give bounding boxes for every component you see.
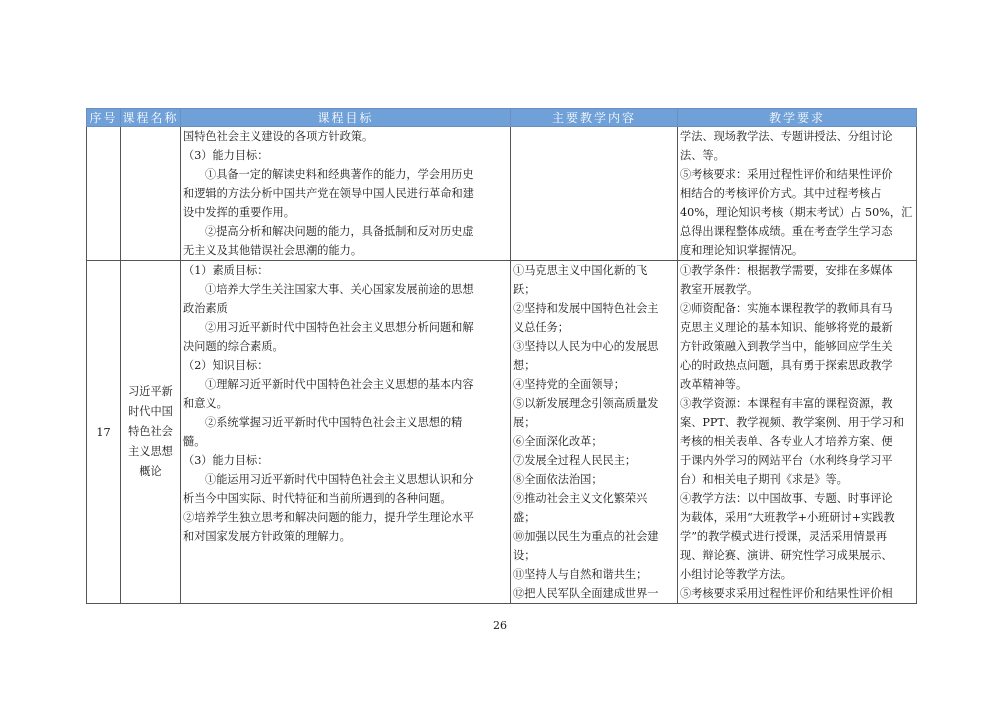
- req-line: 教室开展教学。: [680, 283, 759, 296]
- req-line: 度和理论知识掌握情况。: [680, 244, 804, 257]
- course-name-line: 概论: [139, 465, 162, 478]
- goal-line: 设中发挥的重要作用。: [183, 206, 295, 219]
- req-line: 改革精神等。: [680, 378, 748, 391]
- content-line: 想；: [513, 359, 536, 372]
- goal-line: 政治素质: [183, 302, 228, 315]
- content-line: ⑪坚持人与自然和谐共生；: [513, 568, 648, 581]
- content-line: ⑥全面深化改革；: [513, 435, 603, 448]
- course-name-line: 主义思想: [128, 445, 173, 458]
- goal-line: ②系统掌握习近平新时代中国特色社会主义思想的精: [205, 416, 463, 429]
- goal-line: ②用习近平新时代中国特色社会主义思想分析问题和解: [205, 321, 474, 334]
- content-line: ②坚持和发展中国特色社会主: [513, 302, 659, 315]
- goal-line: ②培养学生独立思考和解决问题的能力，提升学生理论水平: [183, 511, 474, 524]
- goal-line: 决问题的综合素质。: [183, 340, 284, 353]
- header-course-goal: 课程目标: [181, 109, 511, 127]
- course-name-cell: [121, 127, 181, 261]
- goal-line: （3）能力目标：: [183, 149, 269, 162]
- req-line: 为载体，采用“大班教学+小班研讨+实践教: [680, 511, 895, 524]
- goal-line: （1）素质目标：: [183, 264, 269, 277]
- req-line: 学法、现场教学法、专题讲授法、分组讨论: [680, 130, 893, 143]
- goal-line: ②提高分析和解决问题的能力，具备抵制和反对历史虚: [205, 225, 474, 238]
- header-main-content: 主要教学内容: [511, 109, 678, 127]
- goal-line: ①理解习近平新时代中国特色社会主义思想的基本内容: [205, 378, 474, 391]
- content-cell: [511, 127, 678, 261]
- header-teaching-requirements: 教学要求: [678, 109, 917, 127]
- content-line: ⑩加强以民生为重点的社会建: [513, 530, 659, 543]
- req-line: ⑤考核要求采用过程性评价和结果性评价相: [680, 587, 893, 600]
- header-row: [87, 109, 917, 127]
- goal-line: 和对国家发展方针政策的理解力。: [183, 530, 351, 543]
- req-line: 台）和相关电子期刊《求是》等。: [680, 473, 848, 486]
- content-line: ①马克思主义中国化新的飞: [513, 264, 648, 277]
- goal-cell: [181, 261, 511, 604]
- header-seq: 序号: [87, 109, 121, 127]
- content-line: ④坚持党的全面领导；: [513, 378, 625, 391]
- content-line: 展；: [513, 416, 536, 429]
- goal-line: 无主义及其他错误社会思潮的能力。: [183, 244, 363, 257]
- req-line: 于课内外学习的网站平台（水利终身学习平: [680, 454, 893, 467]
- req-line: 心的时政热点问题，具有勇于探索思政教学: [680, 359, 893, 372]
- req-line: 40%，理论知识考核（期末考试）占 50%，汇: [680, 206, 913, 219]
- content-line: ⑤以新发展理念引领高质量发: [513, 397, 659, 410]
- content-line: ⑧全面依法治国；: [513, 473, 603, 486]
- req-line: 小组讨论等教学方法。: [680, 568, 792, 581]
- req-line: 法、等。: [680, 149, 725, 162]
- content-line: ⑦发展全过程人民民主；: [513, 454, 637, 467]
- req-line: ①教学条件：根据教学需要，安排在多媒体: [680, 264, 893, 277]
- goal-cell: [181, 127, 511, 261]
- content-line: ⑫把人民军队全面建成世界一: [513, 587, 659, 600]
- req-line: 现、辩论赛、演讲、研究性学习成果展示、: [680, 549, 893, 562]
- req-line: 相结合的考核评价方式。其中过程考核占: [680, 187, 882, 200]
- header-course-name: 课程名称: [121, 109, 181, 127]
- page-number: 26: [493, 619, 507, 632]
- req-line: 考核的相关表单、各专业人才培养方案、便: [680, 435, 893, 448]
- course-name-cell: [121, 261, 181, 604]
- goal-line: 和意义。: [183, 397, 228, 410]
- course-name-line: 特色社会: [128, 425, 173, 438]
- req-line: 案、PPT、教学视频、教学案例、用于学习和: [680, 416, 904, 429]
- content-line: ⑨推动社会主义文化繁荣兴: [513, 492, 648, 505]
- content-line: ③坚持以人民为中心的发展思: [513, 340, 659, 353]
- course-name-line: 习近平新: [128, 385, 173, 398]
- req-line: ②师资配备：实施本课程教学的教师具有马: [680, 302, 893, 315]
- goal-line: 国特色社会主义建设的各项方针政策。: [183, 130, 374, 143]
- goal-line: （2）知识目标：: [183, 359, 269, 372]
- req-line: ③教学资源：本课程有丰富的课程资源，教: [680, 397, 893, 410]
- requirements-cell: [678, 127, 917, 261]
- course-name-line: 时代中国: [128, 405, 173, 418]
- req-line: ⑤考核要求：采用过程性评价和结果性评价: [680, 168, 893, 181]
- requirements-cell: [678, 261, 917, 604]
- req-line: 克思主义理论的基本知识、能够将党的最新: [680, 321, 893, 334]
- table-row: [87, 127, 917, 261]
- goal-line: （3）能力目标：: [183, 454, 269, 467]
- content-line: 设；: [513, 549, 536, 562]
- table-row: [87, 261, 917, 604]
- goal-line: ①能运用习近平新时代中国特色社会主义思想认识和分: [205, 473, 474, 486]
- goal-line: 和逻辑的方法分析中国共产党在领导中国人民进行革命和建: [183, 187, 474, 200]
- content-line: 义总任务；: [513, 321, 569, 334]
- goal-line: 髓。: [183, 435, 206, 448]
- seq-cell: [87, 127, 121, 261]
- course-table: [86, 108, 917, 604]
- goal-line: ①具备一定的解读史料和经典著作的能力，学会用历史: [205, 168, 474, 181]
- goal-line: ①培养大学生关注国家大事、关心国家发展前途的思想: [205, 283, 474, 296]
- req-line: 学”的教学模式进行授课，灵活采用情景再: [680, 530, 888, 543]
- req-line: 总得出课程整体成绩。重在考查学生学习态: [680, 225, 893, 238]
- req-line: ④教学方法：以中国故事、专题、时事评论: [680, 492, 893, 505]
- content-cell: [511, 261, 678, 604]
- seq-cell: 17: [87, 261, 121, 604]
- req-line: 方针政策融入到教学当中，能够回应学生关: [680, 340, 893, 353]
- goal-line: 析当今中国实际、时代特征和当前所遇到的各种问题。: [183, 492, 452, 505]
- content-line: 跃；: [513, 283, 536, 296]
- content-line: 盛；: [513, 511, 536, 524]
